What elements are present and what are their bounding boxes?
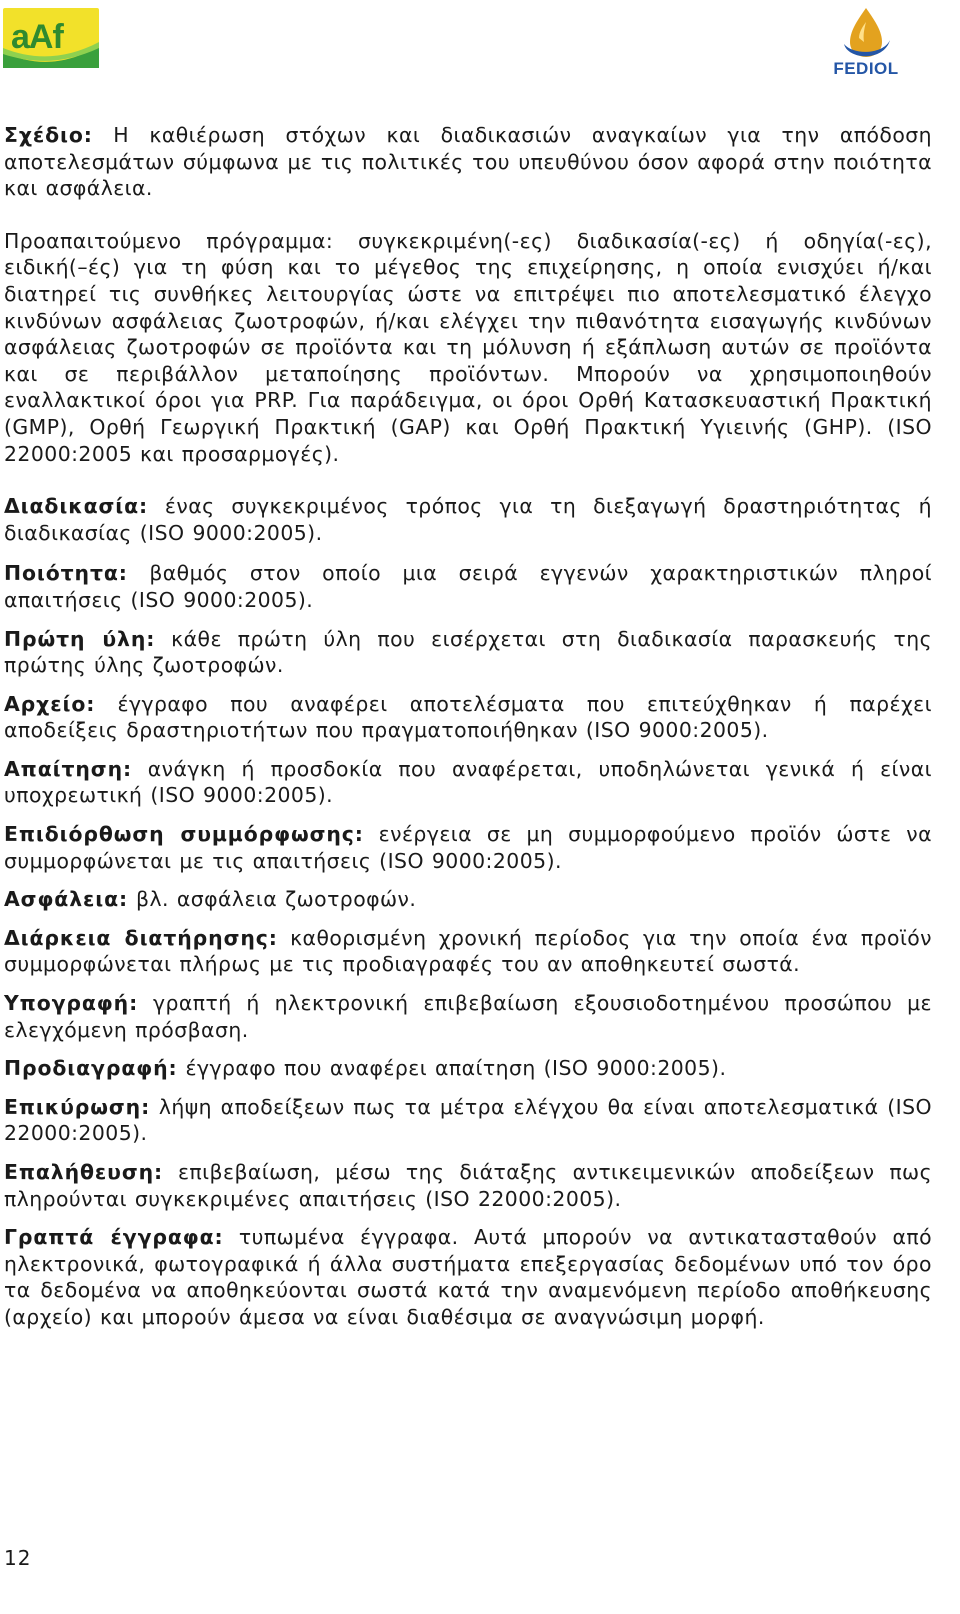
definition-requirement (4, 756, 932, 809)
definition-term: Απαίτηση: (4, 756, 133, 781)
definition-verification (4, 1159, 932, 1212)
definition-prerequisite-programme (4, 228, 932, 467)
definition-text: Η καθιέρωση στόχων και διαδικασιών αναγκαίων για την απόδοση αποτελεσμάτων σύμφωνα με τις πολιτικές του υπευθύνου όσον αφορά στην ποιότητα και ασφάλεια. (4, 123, 932, 201)
definition-text: ένας συγκεκριμένος τρόπος για τη διεξαγωγή δραστηριότητας ή διαδικασίας (ISO 9000:2005). (4, 494, 932, 545)
definition-term: Επιδιόρθωση συμμόρφωσης: (4, 822, 364, 847)
definition-text: επιβεβαίωση, μέσω της διάταξης αντικειμενικών αποδείξεων πως πληρούνται συγκεκριμένες απαιτήσεις (ISO 22000:2005). (4, 1160, 932, 1211)
definition-text: κάθε πρώτη ύλη που εισέρχεται στη διαδικασία παρασκευής της πρώτης ύλης ζωοτροφών. (4, 626, 932, 678)
aaf-logo (3, 8, 99, 68)
definitions-list (4, 122, 932, 1343)
definition-quality (4, 560, 932, 613)
definition-term: Αρχείο: (4, 691, 96, 716)
definition-term: Διάρκεια διατήρησης: (4, 925, 278, 950)
definition-term: Γραπτά έγγραφα: (4, 1225, 224, 1250)
definition-plan (4, 122, 932, 202)
definition-text: ενέργεια σε μη συμμορφούμενο προϊόν ώστε να συμμορφώνεται με τις απαιτήσεις (ISO 9000:2005). (4, 822, 933, 873)
fediol-drop-icon (850, 8, 882, 57)
definition-record (4, 691, 932, 744)
definition-text: καθορισμένη χρονική περίοδος για την οποία ένα προϊόν συμμορφώνεται πλήρως με τις προδιαγραφές του αν αποθηκευτεί σωστά. (4, 925, 932, 977)
fediol-logo-text: FEDIOL (833, 59, 899, 76)
definition-text: έγγραφο που αναφέρει αποτελέσματα που επιτεύχθηκαν ή παρέχει αποδείξεις δραστηριοτήτων που πραγματοποιήθηκαν (ISO 9000:2005). (4, 691, 932, 743)
definition-term: Σχέδιο: (4, 123, 93, 147)
definition-term: Πρώτη ύλη: (4, 626, 156, 651)
definition-signature (4, 990, 932, 1043)
definition-text: έγγραφο που αναφέρει απαίτηση (ISO 9000:2005). (177, 1056, 727, 1081)
definition-shelf-life (4, 925, 932, 978)
definition-correction (4, 821, 932, 874)
definition-term: Προδιαγραφή: (4, 1056, 178, 1081)
definition-term: Διαδικασία: (4, 494, 149, 519)
page-header (0, 0, 960, 90)
definition-text: τυπωμένα έγγραφα. Αυτά μπορούν να αντικατασταθούν από ηλεκτρονικά, φωτογραφικά ή άλλα συστήματα επεξεργασίας δεδομένων υπό τον όρο τα δεδομένα να αποθηκεύονται σωστά κατά την αναμενόμενη περίοδο αποθήκευσης (αρχείο) και μπορούν άμεσα να είναι διαθέσιμα σε αναγνώσιμη μορφή. (4, 1225, 932, 1329)
definition-text: βλ. ασφάλεια ζωοτροφών. (128, 887, 417, 912)
definition-text: βαθμός στον οποίο μια σειρά εγγενών χαρακτηριστικών πληροί απαιτήσεις (ISO 9000:2005). (4, 561, 932, 612)
definition-procedure (4, 493, 932, 546)
aaf-logo-text: aAf (11, 18, 63, 56)
definition-raw-material (4, 626, 932, 679)
definition-term: Επικύρωση: (4, 1094, 151, 1119)
definition-term: Ποιότητα: (4, 561, 128, 586)
page-number: 12 (4, 1546, 32, 1570)
definition-validation (4, 1094, 932, 1147)
definition-written-documents (4, 1224, 932, 1330)
definition-text: ανάγκη ή προσδοκία που αναφέρεται, υποδηλώνεται γενικά ή είναι υποχρεωτική (ISO 9000:2005). (4, 756, 932, 808)
fediol-logo (826, 4, 906, 76)
definition-term: Ασφάλεια: (4, 887, 129, 912)
definition-text: λήψη αποδείξεων πως τα μέτρα ελέγχου θα είναι αποτελεσματικά (ISO 22000:2005). (4, 1094, 932, 1146)
definition-text: γραπτή ή ηλεκτρονική επιβεβαίωση εξουσιοδοτημένου προσώπου με ελεγχόμενη πρόσβαση. (4, 991, 932, 1042)
definition-safety (4, 886, 932, 913)
definition-term: Επαλήθευση: (4, 1160, 164, 1184)
definition-term: Υπογραφή: (4, 991, 139, 1016)
definition-text: Προαπαιτούμενο πρόγραμμα: συγκεκριμένη(-ες) διαδικασία(-ες) ή οδηγία(-ες), ειδική(–ές) για τη φύση και το μέγεθος της επιχείρησης, η οποία ενισχύει ή/και διατηρεί τις συνθήκες λειτουργίας ώστε να επιτρέψει πιο αποτελεσματικό έλεγχο κινδύνων ασφάλειας ζωοτροφών, ή/και ελέγχει την πιθανότητα εισαγωγής κινδύνων ασφάλειας ζωοτροφών σε προϊόντα και τη μόλυνση ή εξάπλωση αυτών σε προϊόντα και σε περιβάλλον μεταποίησης προϊόντων. Μπορούν να χρησιμοποιηθούν εναλλακτικοί όροι για PRP. Για παράδειγμα, οι όροι Ορθή Κατασκευαστική Πρακτική (GMP), Ορθή Γεωργική Πρακτική (GAP) και Ορθή Πρακτική Υγιεινής (GHP). (ISO 22000:2005 και προσαρμογές). (4, 228, 932, 466)
definition-specification (4, 1055, 932, 1082)
